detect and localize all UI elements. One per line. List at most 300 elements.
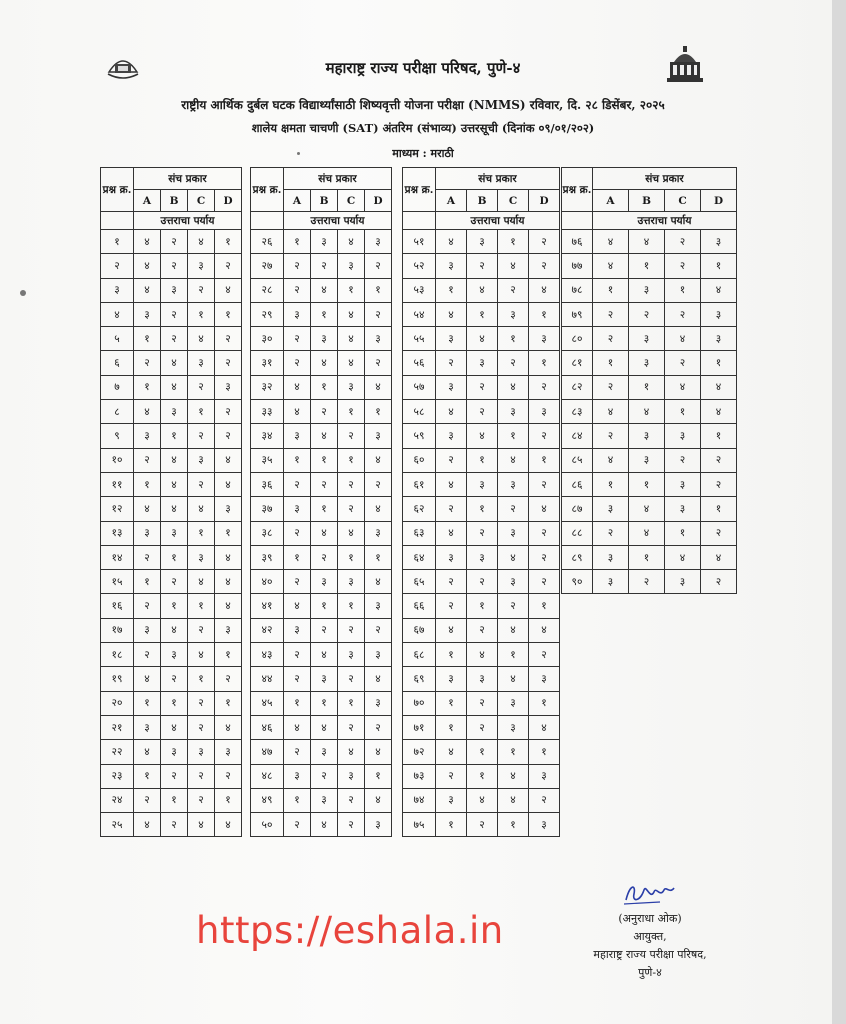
answer-cell: १: [215, 691, 242, 715]
answer-cell: २: [529, 643, 560, 667]
answer-cell: १: [188, 594, 215, 618]
question-number: ८७: [562, 497, 593, 521]
table-row: [403, 230, 560, 254]
answer-cell: ४: [498, 618, 529, 642]
answer-cell: २: [284, 643, 311, 667]
answer-cell: ३: [529, 764, 560, 788]
table-row: [403, 594, 560, 618]
question-number: ३०: [251, 327, 284, 351]
answer-cell: ४: [284, 375, 311, 399]
answer-cell: २: [701, 570, 737, 594]
set-a-header: A: [284, 190, 311, 212]
question-number: १५: [101, 570, 134, 594]
question-number-header: प्रश्न क्र.: [403, 168, 436, 212]
table-row: [403, 667, 560, 691]
question-number: ६५: [403, 570, 436, 594]
answer-cell: ३: [498, 302, 529, 326]
set-c-header: C: [188, 190, 215, 212]
answer-cell: २: [215, 351, 242, 375]
table-row: [403, 278, 560, 302]
table-row: [403, 448, 560, 472]
answer-cell: ३: [665, 497, 701, 521]
answer-option-header: उत्तराचा पर्याय: [593, 212, 737, 230]
question-number: ५८: [403, 400, 436, 424]
set-type-header: संच प्रकार: [284, 168, 392, 190]
answer-cell: १: [498, 327, 529, 351]
answer-cell: ३: [467, 667, 498, 691]
answer-cell: १: [593, 472, 629, 496]
question-number: ३४: [251, 424, 284, 448]
answer-cell: ३: [701, 230, 737, 254]
answer-cell: १: [134, 691, 161, 715]
answer-cell: २: [338, 667, 365, 691]
answer-cell: ४: [436, 400, 467, 424]
answer-cell: १: [161, 424, 188, 448]
answer-key-subtitle: शालेय क्षमता चाचणी (SAT) अंतरिम (संभाव्य) उत्तरसूची (दिनांक ०९/०१/२०२): [251, 121, 595, 135]
answer-cell: १: [188, 521, 215, 545]
answer-cell: १: [467, 448, 498, 472]
answer-cell: २: [665, 351, 701, 375]
answer-cell: ४: [215, 594, 242, 618]
answer-cell: ३: [665, 424, 701, 448]
question-number: १८: [101, 643, 134, 667]
table-row: [101, 351, 242, 375]
answer-cell: ४: [365, 667, 392, 691]
answer-cell: २: [338, 813, 365, 837]
answer-cell: २: [629, 570, 665, 594]
answer-cell: १: [467, 740, 498, 764]
answer-cell: १: [311, 375, 338, 399]
answer-cell: २: [134, 351, 161, 375]
table-row: [562, 254, 737, 278]
table-row: [251, 278, 392, 302]
answer-cell: ४: [529, 278, 560, 302]
answer-cell: ३: [311, 570, 338, 594]
table-row: [403, 521, 560, 545]
answer-cell: ३: [365, 643, 392, 667]
answer-cell: ४: [529, 497, 560, 521]
answer-cell: २: [311, 400, 338, 424]
answer-cell: २: [593, 302, 629, 326]
table-row: [251, 254, 392, 278]
answer-cell: ३: [338, 570, 365, 594]
answer-cell: १: [629, 545, 665, 569]
answer-cell: ४: [188, 813, 215, 837]
answer-cell: २: [338, 424, 365, 448]
table-row: [403, 424, 560, 448]
question-number: ४५: [251, 691, 284, 715]
question-number: ७१: [403, 715, 436, 739]
answer-cell: ४: [188, 497, 215, 521]
answer-cell: १: [134, 764, 161, 788]
answer-cell: १: [215, 302, 242, 326]
answer-cell: २: [161, 230, 188, 254]
answer-cell: १: [338, 545, 365, 569]
answer-cell: २: [498, 497, 529, 521]
question-number: ३८: [251, 521, 284, 545]
answer-cell: ४: [338, 351, 365, 375]
table-row: [101, 788, 242, 812]
answer-cell: २: [593, 375, 629, 399]
answer-cell: ३: [498, 400, 529, 424]
question-number: ८५: [562, 448, 593, 472]
signature-icon: [620, 880, 680, 908]
answer-cell: ४: [161, 497, 188, 521]
answer-cell: ४: [311, 715, 338, 739]
answer-cell: २: [161, 764, 188, 788]
table-row: [251, 327, 392, 351]
question-number: २: [101, 254, 134, 278]
answer-cell: १: [134, 570, 161, 594]
answer-cell: १: [284, 230, 311, 254]
answer-cell: १: [215, 521, 242, 545]
answer-cell: १: [284, 448, 311, 472]
answer-cell: ४: [215, 448, 242, 472]
answer-cell: ४: [134, 497, 161, 521]
set-a-header: A: [134, 190, 161, 212]
answer-cell: ३: [188, 254, 215, 278]
answer-cell: ४: [365, 788, 392, 812]
answer-cell: १: [311, 594, 338, 618]
answer-cell: ४: [467, 278, 498, 302]
question-number-header: प्रश्न क्र.: [101, 168, 134, 212]
answer-cell: २: [365, 715, 392, 739]
answer-cell: ४: [467, 424, 498, 448]
answer-cell: १: [498, 230, 529, 254]
table-row: [251, 643, 392, 667]
answer-cell: १: [338, 278, 365, 302]
answer-cell: १: [134, 327, 161, 351]
answer-cell: २: [188, 764, 215, 788]
question-number: ८३: [562, 400, 593, 424]
table-row: [562, 472, 737, 496]
set-d-header: D: [365, 190, 392, 212]
question-number: ४१: [251, 594, 284, 618]
answer-cell: ३: [467, 545, 498, 569]
answer-cell: २: [161, 254, 188, 278]
table-row: [403, 715, 560, 739]
table-row: [101, 424, 242, 448]
question-number: ६०: [403, 448, 436, 472]
answer-cell: २: [188, 424, 215, 448]
question-number: ४२: [251, 618, 284, 642]
answer-cell: २: [284, 521, 311, 545]
question-number: ३२: [251, 375, 284, 399]
answer-cell: ३: [436, 545, 467, 569]
table-row: [101, 715, 242, 739]
answer-cell: ४: [134, 254, 161, 278]
blank-cell: [403, 212, 436, 230]
answer-cell: ४: [311, 351, 338, 375]
answer-cell: १: [284, 691, 311, 715]
answer-cell: १: [529, 691, 560, 715]
answer-cell: २: [498, 351, 529, 375]
table-row: [562, 497, 737, 521]
blank-cell: [251, 212, 284, 230]
answer-cell: २: [665, 448, 701, 472]
answer-cell: २: [467, 570, 498, 594]
answer-cell: ४: [215, 278, 242, 302]
answer-cell: २: [134, 545, 161, 569]
table-row: [101, 667, 242, 691]
answer-cell: ४: [365, 570, 392, 594]
answer-cell: ४: [701, 375, 737, 399]
answer-cell: ४: [701, 278, 737, 302]
answer-cell: १: [467, 302, 498, 326]
answer-cell: ४: [161, 448, 188, 472]
answer-cell: ४: [161, 375, 188, 399]
table-row: [251, 375, 392, 399]
answer-cell: २: [436, 448, 467, 472]
answer-cell: ३: [215, 375, 242, 399]
question-number: ८: [101, 400, 134, 424]
answer-cell: ३: [161, 278, 188, 302]
set-c-header: C: [498, 190, 529, 212]
table-row: [101, 594, 242, 618]
answer-cell: ३: [338, 643, 365, 667]
table-row: [403, 375, 560, 399]
answer-cell: २: [436, 764, 467, 788]
question-number: ६१: [403, 472, 436, 496]
answer-cell: १: [338, 691, 365, 715]
answer-cell: ३: [365, 594, 392, 618]
set-c-header: C: [338, 190, 365, 212]
set-b-header: B: [311, 190, 338, 212]
answer-cell: ३: [436, 375, 467, 399]
answer-cell: २: [161, 302, 188, 326]
answer-cell: २: [284, 472, 311, 496]
set-b-header: B: [467, 190, 498, 212]
answer-cell: ४: [365, 497, 392, 521]
table-row: [403, 788, 560, 812]
answer-cell: १: [665, 400, 701, 424]
question-number: ७२: [403, 740, 436, 764]
table-row: [101, 254, 242, 278]
answer-cell: ४: [498, 788, 529, 812]
set-a-header: A: [593, 190, 629, 212]
table-row: [251, 424, 392, 448]
table-row: [251, 715, 392, 739]
answer-cell: २: [284, 740, 311, 764]
answer-cell: ३: [338, 764, 365, 788]
answer-cell: ३: [529, 813, 560, 837]
answer-cell: २: [134, 643, 161, 667]
answer-cell: ४: [215, 715, 242, 739]
answer-cell: २: [529, 424, 560, 448]
answer-cell: २: [498, 278, 529, 302]
signatory-name: (अनुराधा ओक): [618, 912, 682, 925]
set-b-header: B: [629, 190, 665, 212]
answer-cell: १: [215, 788, 242, 812]
answer-cell: ४: [311, 643, 338, 667]
answer-option-header: उत्तराचा पर्याय: [284, 212, 392, 230]
question-number: ४४: [251, 667, 284, 691]
question-number: १९: [101, 667, 134, 691]
answer-cell: १: [701, 424, 737, 448]
answer-cell: ३: [365, 521, 392, 545]
question-number: ३३: [251, 400, 284, 424]
question-number: ७०: [403, 691, 436, 715]
answer-cell: २: [529, 521, 560, 545]
table-row: [403, 327, 560, 351]
answer-cell: ४: [629, 521, 665, 545]
answer-cell: ४: [161, 351, 188, 375]
watermark-url: https://eshala.in: [196, 909, 504, 952]
question-number: ८१: [562, 351, 593, 375]
answer-cell: ४: [665, 545, 701, 569]
answer-cell: २: [188, 691, 215, 715]
answer-cell: ४: [365, 375, 392, 399]
answer-cell: ३: [188, 351, 215, 375]
answer-cell: २: [188, 618, 215, 642]
answer-cell: ४: [311, 278, 338, 302]
question-number: ५९: [403, 424, 436, 448]
table-row: [251, 472, 392, 496]
question-number: ९: [101, 424, 134, 448]
answer-cell: ४: [593, 254, 629, 278]
table-row: [101, 740, 242, 764]
set-type-header: संच प्रकार: [593, 168, 737, 190]
answer-cell: ४: [188, 327, 215, 351]
answer-cell: २: [161, 667, 188, 691]
question-number: १२: [101, 497, 134, 521]
answer-cell: ३: [498, 521, 529, 545]
answer-cell: २: [311, 545, 338, 569]
answer-cell: २: [365, 618, 392, 642]
answer-cell: २: [529, 545, 560, 569]
answer-cell: २: [436, 570, 467, 594]
answer-cell: २: [188, 788, 215, 812]
question-number: ७५: [403, 813, 436, 837]
answer-cell: ४: [365, 740, 392, 764]
answer-cell: ३: [161, 400, 188, 424]
answer-cell: ३: [629, 424, 665, 448]
signatory-city: पुणे-४: [638, 966, 662, 979]
answer-cell: ३: [188, 545, 215, 569]
answer-cell: १: [338, 594, 365, 618]
question-number: ५४: [403, 302, 436, 326]
answer-cell: ३: [498, 570, 529, 594]
answer-cell: २: [284, 254, 311, 278]
set-d-header: D: [529, 190, 560, 212]
question-number: ६: [101, 351, 134, 375]
answer-cell: २: [365, 254, 392, 278]
table-row: [101, 570, 242, 594]
answer-cell: १: [665, 521, 701, 545]
table-row: [101, 521, 242, 545]
answer-cell: ३: [629, 351, 665, 375]
table-row: [562, 230, 737, 254]
table-row: [562, 302, 737, 326]
answer-cell: १: [188, 302, 215, 326]
answer-cell: २: [161, 327, 188, 351]
answer-cell: १: [188, 400, 215, 424]
answer-table-4: [561, 167, 737, 594]
answer-cell: ४: [134, 400, 161, 424]
answer-cell: २: [593, 521, 629, 545]
answer-cell: १: [436, 691, 467, 715]
table-row: [101, 278, 242, 302]
table-row: [101, 472, 242, 496]
answer-cell: ४: [311, 424, 338, 448]
question-number: ८९: [562, 545, 593, 569]
signatory-office: महाराष्ट्र राज्य परीक्षा परिषद,: [593, 948, 707, 961]
answer-cell: १: [436, 715, 467, 739]
answer-cell: २: [529, 472, 560, 496]
answer-cell: ४: [284, 400, 311, 424]
answer-cell: ४: [498, 254, 529, 278]
answer-cell: ४: [311, 521, 338, 545]
answer-cell: १: [629, 254, 665, 278]
answer-cell: १: [529, 594, 560, 618]
answer-cell: १: [529, 740, 560, 764]
answer-cell: १: [629, 375, 665, 399]
answer-cell: ३: [161, 740, 188, 764]
question-number: ५१: [403, 230, 436, 254]
question-number: २४: [101, 788, 134, 812]
question-number: ८०: [562, 327, 593, 351]
answer-cell: २: [467, 715, 498, 739]
answer-cell: ३: [188, 448, 215, 472]
answer-cell: ३: [701, 327, 737, 351]
set-d-header: D: [701, 190, 737, 212]
answer-cell: २: [188, 472, 215, 496]
answer-cell: ३: [188, 740, 215, 764]
answer-cell: ४: [215, 545, 242, 569]
answer-cell: २: [188, 278, 215, 302]
answer-cell: १: [188, 667, 215, 691]
answer-cell: २: [467, 375, 498, 399]
question-number: ५७: [403, 375, 436, 399]
answer-cell: ३: [311, 788, 338, 812]
answer-cell: १: [498, 643, 529, 667]
answer-cell: ३: [467, 230, 498, 254]
answer-cell: १: [498, 424, 529, 448]
table-row: [403, 618, 560, 642]
table-row: [562, 448, 737, 472]
answer-cell: १: [498, 740, 529, 764]
table-row: [101, 400, 242, 424]
answer-cell: २: [498, 594, 529, 618]
answer-cell: २: [338, 715, 365, 739]
answer-cell: ३: [365, 230, 392, 254]
question-number: ४८: [251, 764, 284, 788]
answer-cell: २: [436, 594, 467, 618]
table-row: [403, 643, 560, 667]
answer-cell: ४: [436, 618, 467, 642]
answer-cell: २: [701, 448, 737, 472]
table-row: [251, 521, 392, 545]
exam-description: राष्ट्रीय आर्थिक दुर्बल घटक विद्यार्थ्यांसाठी शिष्यवृत्ती योजना परीक्षा (NMMS) रविवार, दि. २८ डिसेंबर, २०२५: [181, 98, 665, 112]
answer-cell: १: [467, 497, 498, 521]
answer-cell: १: [701, 351, 737, 375]
answer-cell: ४: [529, 618, 560, 642]
answer-option-header: उत्तराचा पर्याय: [436, 212, 560, 230]
answer-cell: १: [311, 691, 338, 715]
answer-cell: ३: [629, 327, 665, 351]
table-row: [251, 618, 392, 642]
answer-cell: ४: [338, 230, 365, 254]
answer-cell: ३: [365, 327, 392, 351]
table-row: [562, 521, 737, 545]
table-row: [101, 643, 242, 667]
question-number: ३५: [251, 448, 284, 472]
question-number: ७९: [562, 302, 593, 326]
answer-cell: ३: [467, 472, 498, 496]
answer-cell: १: [436, 813, 467, 837]
question-number: ५३: [403, 278, 436, 302]
answer-cell: ३: [311, 740, 338, 764]
